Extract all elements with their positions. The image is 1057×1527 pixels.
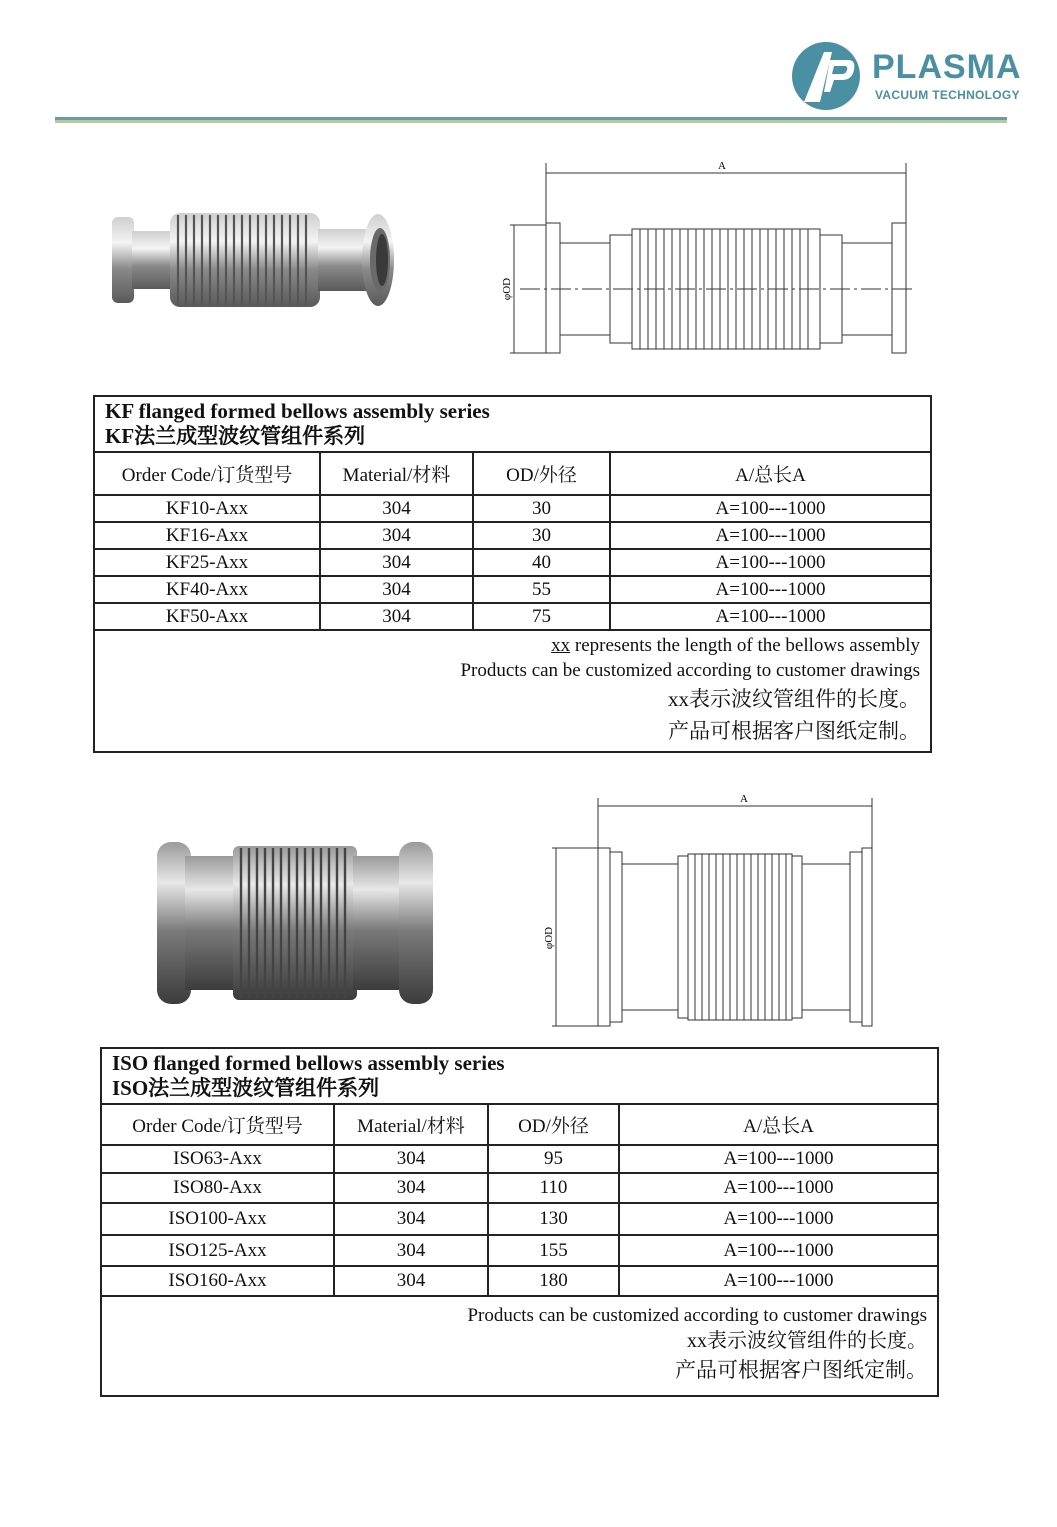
kf-cell-od: 40	[473, 549, 610, 576]
kf-bellows-photo	[108, 205, 398, 315]
kf-note-xx: xx	[551, 635, 571, 656]
kf-cell-code: KF25-Axx	[95, 549, 320, 576]
kf-cell-length: A=100---1000	[610, 549, 930, 576]
iso-notes	[102, 1297, 937, 1386]
kf-cell-od: 30	[473, 522, 610, 549]
iso-dim-diameter-label: φOD	[543, 926, 555, 950]
iso-header-od: OD/外径	[488, 1105, 619, 1145]
kf-note-line-2: Products can be customized according to customer drawings	[460, 660, 920, 681]
iso-cell-length: A=100---1000	[619, 1145, 937, 1173]
table-row	[95, 495, 930, 522]
iso-header-material: Material/材料	[334, 1105, 488, 1145]
table-row	[95, 522, 930, 549]
iso-cell-material: 304	[334, 1235, 488, 1266]
kf-note-1-rest: represents the length of the bellows assembly	[570, 635, 920, 656]
iso-header-row	[102, 1105, 937, 1145]
kf-header-row	[95, 453, 930, 495]
iso-cell-material: 304	[334, 1173, 488, 1203]
iso-technical-drawing	[540, 790, 880, 1030]
iso-title-cn: ISO法兰成型波纹管组件系列	[112, 1076, 380, 1100]
iso-cell-code: ISO80-Axx	[102, 1173, 334, 1203]
kf-cell-length: A=100---1000	[610, 603, 930, 630]
iso-cell-material: 304	[334, 1266, 488, 1296]
kf-title-cn: KF法兰成型波纹管组件系列	[105, 424, 366, 448]
kf-title-en: KF flanged formed bellows assembly series	[105, 399, 490, 423]
kf-cell-code: KF40-Axx	[95, 576, 320, 603]
table-row	[95, 603, 930, 630]
kf-technical-drawing	[500, 155, 920, 365]
iso-cell-length: A=100---1000	[619, 1235, 937, 1266]
kf-header-order-code: Order Code/订货型号	[95, 453, 320, 495]
iso-cell-material: 304	[334, 1145, 488, 1173]
plasma-logo	[790, 40, 1020, 112]
kf-table-title	[95, 397, 930, 453]
kf-cell-od: 30	[473, 495, 610, 522]
kf-cell-material: 304	[320, 549, 473, 576]
kf-note-line-4: 产品可根据客户图纸定制。	[668, 719, 920, 743]
table-row	[102, 1266, 937, 1296]
iso-cell-od: 155	[488, 1235, 619, 1266]
iso-cell-length: A=100---1000	[619, 1173, 937, 1203]
kf-header-material: Material/材料	[320, 453, 473, 495]
iso-dim-length-label: A	[740, 793, 748, 805]
iso-cell-length: A=100---1000	[619, 1203, 937, 1235]
logo-subtitle-text: VACUUM TECHNOLOGY	[875, 88, 1020, 102]
kf-table	[95, 453, 930, 631]
iso-bellows-photo	[155, 838, 435, 1008]
kf-cell-length: A=100---1000	[610, 522, 930, 549]
table-row	[102, 1145, 937, 1173]
kf-note-line-3: xx表示波纹管组件的长度。	[668, 687, 920, 711]
iso-cell-code: ISO160-Axx	[102, 1266, 334, 1296]
iso-cell-code: ISO100-Axx	[102, 1203, 334, 1235]
iso-spec-table	[100, 1047, 939, 1397]
iso-cell-material: 304	[334, 1203, 488, 1235]
kf-cell-code: KF16-Axx	[95, 522, 320, 549]
iso-cell-code: ISO125-Axx	[102, 1235, 334, 1266]
iso-header-order-code: Order Code/订货型号	[102, 1105, 334, 1145]
kf-notes	[95, 631, 930, 747]
kf-cell-material: 304	[320, 576, 473, 603]
plasma-logo-icon	[790, 40, 862, 112]
table-row	[102, 1235, 937, 1266]
iso-header-length: A/总长A	[619, 1105, 937, 1145]
table-row	[102, 1173, 937, 1203]
iso-note-line-3: 产品可根据客户图纸定制。	[675, 1358, 927, 1382]
kf-cell-material: 304	[320, 495, 473, 522]
kf-dim-length-label: A	[718, 160, 726, 172]
kf-header-length: A/总长A	[610, 453, 930, 495]
iso-cell-od: 110	[488, 1173, 619, 1203]
kf-cell-code: KF50-Axx	[95, 603, 320, 630]
kf-spec-table	[93, 395, 932, 753]
iso-table	[102, 1105, 937, 1297]
iso-cell-od: 130	[488, 1203, 619, 1235]
kf-cell-material: 304	[320, 522, 473, 549]
table-row	[95, 576, 930, 603]
logo-brand-text: PLASMA	[872, 48, 1022, 86]
iso-cell-code: ISO63-Axx	[102, 1145, 334, 1173]
kf-header-od: OD/外径	[473, 453, 610, 495]
kf-dim-diameter-label: φOD	[501, 277, 513, 301]
kf-cell-od: 75	[473, 603, 610, 630]
kf-cell-length: A=100---1000	[610, 495, 930, 522]
kf-cell-length: A=100---1000	[610, 576, 930, 603]
kf-cell-code: KF10-Axx	[95, 495, 320, 522]
iso-cell-od: 95	[488, 1145, 619, 1173]
iso-cell-length: A=100---1000	[619, 1266, 937, 1296]
table-row	[95, 549, 930, 576]
table-row	[102, 1203, 937, 1235]
iso-table-title	[102, 1049, 937, 1105]
kf-note-line-1	[95, 633, 920, 658]
kf-cell-od: 55	[473, 576, 610, 603]
header-rule	[55, 117, 1007, 123]
iso-note-line-1: Products can be customized according to customer drawings	[467, 1305, 927, 1326]
iso-cell-od: 180	[488, 1266, 619, 1296]
iso-title-en: ISO flanged formed bellows assembly series	[112, 1051, 505, 1075]
iso-note-line-2: xx表示波纹管组件的长度。	[687, 1330, 927, 1352]
kf-cell-material: 304	[320, 603, 473, 630]
